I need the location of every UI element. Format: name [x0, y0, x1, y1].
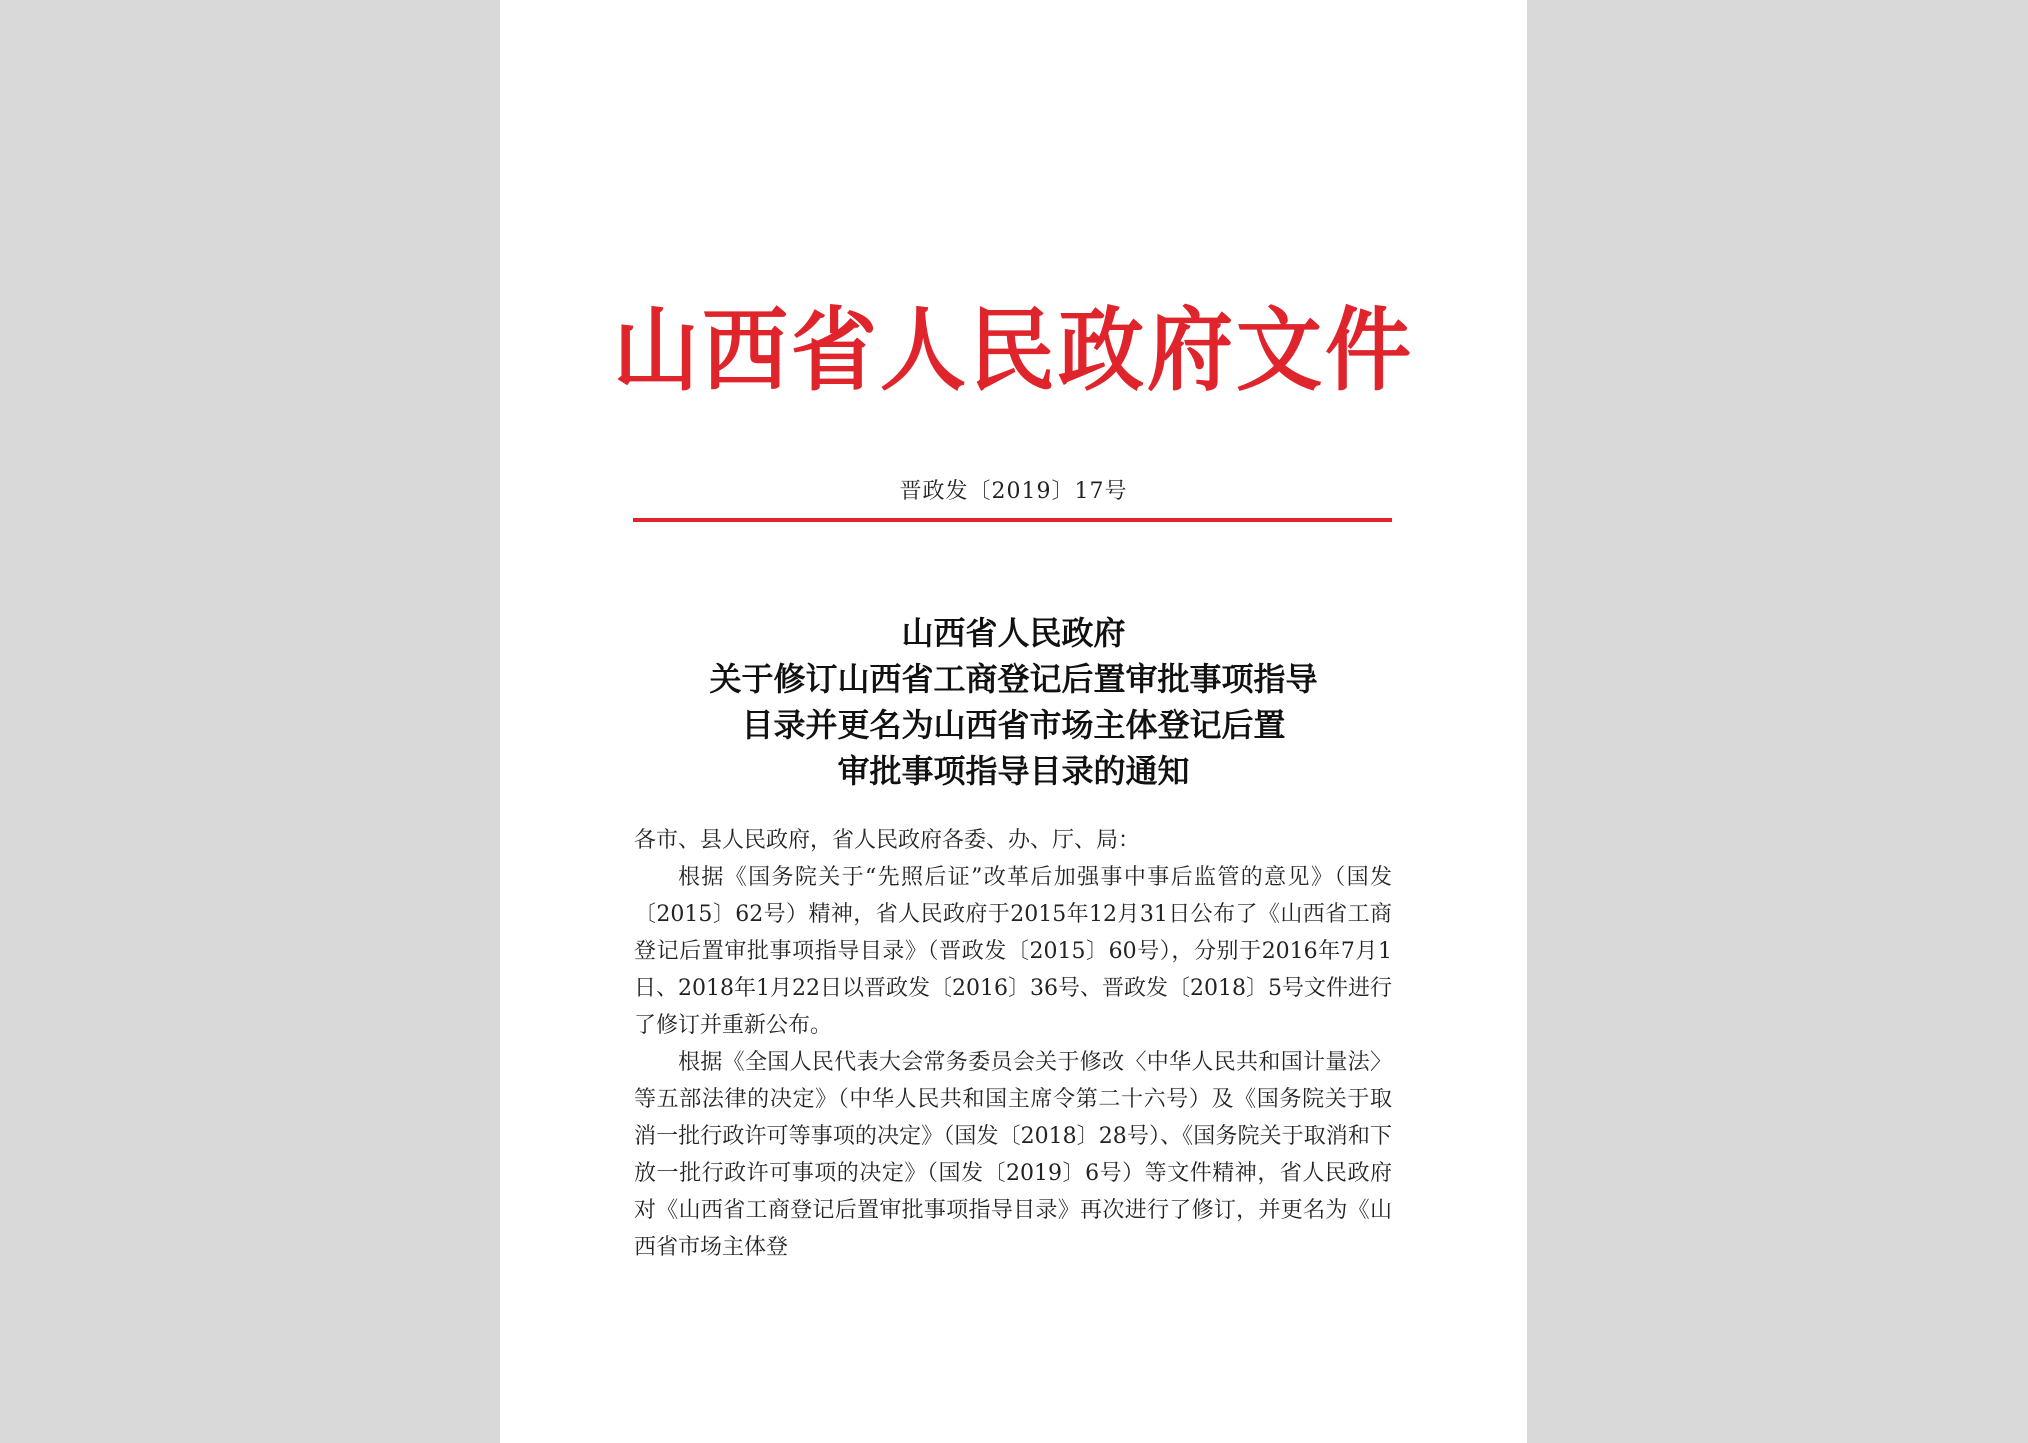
document-body	[634, 822, 1392, 1266]
notice-title	[500, 610, 1527, 794]
body-paragraph: 根据《全国人民代表大会常务委员会关于修改〈中华人民共和国计量法〉等五部法律的决定》（中华人民共和国主席令第二十六号）及《国务院关于取消一批行政许可等事项的决定》（国发〔2018〕28号）、《国务院关于取消和下放一批行政许可事项的决定》（国发〔2019〕6号）等文件精神，省人民政府对《山西省工商登记后置审批事项指导目录》再次进行了修订，并更名为《山西省市场主体登	[634, 1050, 1392, 1260]
red-divider-line	[633, 518, 1392, 522]
document-page	[500, 0, 1527, 1443]
title-line: 审批事项指导目录的通知	[837, 752, 1190, 790]
title-line: 目录并更名为山西省市场主体登记后置	[741, 706, 1286, 744]
title-line: 关于修订山西省工商登记后置审批事项指导	[709, 660, 1318, 698]
title-line: 山西省人民政府	[901, 614, 1126, 652]
masthead-title: 山西省人民政府文件	[613, 297, 1414, 404]
document-number: 晋政发〔2019〕17号	[899, 479, 1128, 504]
salutation: 各市、县人民政府，省人民政府各委、办、厅、局：	[634, 828, 1141, 853]
body-paragraph: 根据《国务院关于“先照后证”改革后加强事中事后监管的意见》（国发〔2015〕62号）精神，省人民政府于2015年12月31日公布了《山西省工商登记后置审批事项指导目录》（晋政发〔2015〕60号），分别于2016年7月1日、2018年1月22日以晋政发〔2016〕36号、晋政发〔2018〕5号文件进行了修订并重新公布。	[634, 865, 1392, 1038]
